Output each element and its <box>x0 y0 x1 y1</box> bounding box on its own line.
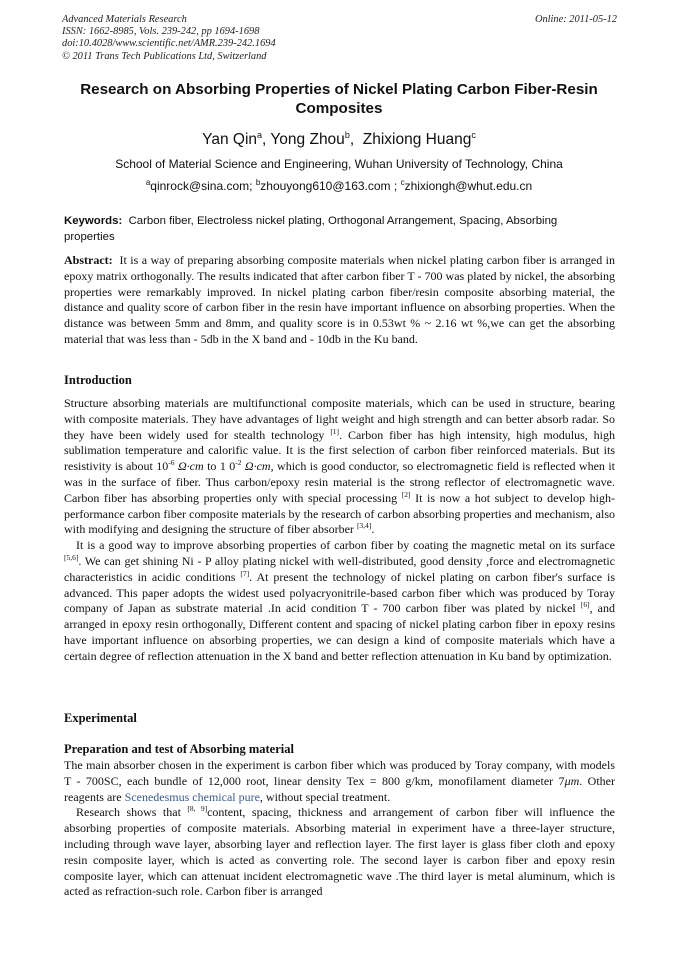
highlighted-text: Scenedesmus chemical pure <box>124 789 260 804</box>
preparation-body <box>64 758 615 900</box>
journal-header <box>62 14 617 63</box>
affiliation: School of Material Science and Engineering, Wuhan University of Technology, China <box>115 157 563 171</box>
citation[interactable]: [7] <box>240 568 250 578</box>
author-name: Yan Qin <box>202 131 258 149</box>
doi-line: doi:10.4028/www.scientific.net/AMR.239-242.1694 <box>62 38 276 50</box>
author-name: Zhixiong Huang <box>362 131 472 149</box>
citation[interactable]: [6] <box>580 600 590 610</box>
citation[interactable]: [8, 9] <box>187 804 208 814</box>
email-link[interactable]: zhixiongh@whut.edu.cn <box>404 179 533 193</box>
citation[interactable]: [1] <box>330 426 340 436</box>
subsection-heading-preparation: Preparation and test of Absorbing material <box>64 742 294 756</box>
email-link[interactable]: zhouyong610@163.com ; <box>260 179 398 193</box>
author-list: Yan Qin$^a$, Yong Zhou$^b$, Zhixiong Huang$^c$ <box>202 130 476 149</box>
paper-title: Research on Absorbing Properties of Nickel Plating Carbon Fiber-Resin Composites <box>80 81 598 117</box>
keywords-label: Keywords: <box>64 215 123 227</box>
issn-line: ISSN: 1662-8985, Vols. 239-242, pp 1694-1698 <box>62 26 260 38</box>
copyright-line: © 2011 Trans Tech Publications Ltd, Switzerland <box>62 50 267 62</box>
abstract <box>64 253 615 348</box>
email-link[interactable]: qinrock@sina.com; <box>150 179 253 193</box>
citation[interactable]: [3,4] <box>356 521 372 531</box>
author-sup: b <box>344 130 350 140</box>
email-list: $^a$qinrock@sina.com; $^b$zhouyong610@163.com ; $^c$zhixiongh@whut.edu.cn <box>145 178 533 193</box>
section-heading-experimental: Experimental <box>64 711 137 725</box>
keywords-text: Carbon fiber, Electroless nickel plating, Orthogonal Arrangement, Spacing, Absorbing properties <box>64 215 558 243</box>
citation[interactable]: [2] <box>401 489 411 499</box>
keywords <box>64 214 584 245</box>
paragraph: Structure absorbing materials are multifunctional composite materials, which can be used in structure, bearing with composite materials. They have advantages of light weight and high strength and can better absorb radar. So they have been widely used for stealth technology [1]. Carbon fiber has high intensity, high modulus, high sublimation temperature and calorific value. It is the first selection of carbon fiber reinforced materials. But its resistivity is about 10$^{-6}$ Ω·cm to 1 0$^{-2}$ Ω·cm, which is good conductor, so electromagnetic field is reflected when it was in the surface of fiber. Thus carbon/epoxy resin material is the strong reflector of electromagnetic wave. Carbon fiber has absorbing properties only with special processing [2] It is now a hot subject to develop high-performance carbon fiber composite materials by the research of carbon absorbing properties and mechanism, also with modifying and designing the structure of fiber absorber [3,4]. <box>64 396 616 537</box>
online-date: Online: 2011-05-12 <box>534 14 617 25</box>
journal-name: Advanced Materials Research <box>62 14 187 25</box>
author-name: Yong Zhou <box>270 131 345 149</box>
abstract-text: It is a way of preparing absorbing composite materials when nickel plating carbon fiber is arranged in epoxy matrix orthogonally. The results indicated that after carbon fiber T - 700 was plated by nickel, the absorbing properties were remarkably improved. In nickel plating carbon fiber/resin composite absorbing material, the distance and quality score of carbon fiber in the resin have important influence on absorbing properties. When the distance was between 5mm and 8mm, and quality score is in 0.53wt % ~ 2.16 wt %,we can get the absorbing material that was less than - 5db in the X band and - 10db in the Ku band. <box>64 253 615 346</box>
paragraph: The main absorber chosen in the experiment is carbon fiber which was produced by Toray company, with models T - 700SC, each bundle of 12,000 root, linear density Tex = 800 g/km, monofilament diameter 7μm. Other reagents are Scenedesmus chemical pure, without special treatment. <box>64 758 615 804</box>
paragraph: It is a good way to improve absorbing properties of carbon fiber by coating the magnetic metal on its surface [5,6]. We can get shining Ni - P alloy plating nickel with well-distributed, good density ,force and electromagnetic characteristics in acidic conditions [7]. At present the technology of nickel plating on carbon fiber's surface is advanced. This paper adopts the widest used polyacryonitrile-based carbon fiber which was produced by Toray company of Japan as substrate material .In acid condition T - 700 carbon fiber was plated by nickel [6], and arranged in epoxy resin orthogonally, Different content and spacing of nickel plating carbon fiber in epoxy resins have important influence on absorbing properties, we can design a kind of composite materials which have a certain degree of reflection attenuation in the X band and better reflection attenuation in Ku band by optimization. <box>64 538 616 663</box>
section-heading-introduction: Introduction <box>64 373 132 387</box>
introduction-body <box>64 396 615 665</box>
abstract-label: Abstract: <box>64 253 113 267</box>
author-sup: a <box>257 130 263 140</box>
author-sup: c <box>471 130 476 140</box>
paragraph: Research shows that [8, 9]content, spacing, thickness and arrangement of carbon fiber will influence the absorbing properties of composite materials. Absorbing material in experiment have a three-layer structure, including through wave layer, absorbing layer and reflection layer. The first layer is glass fiber cloth and epoxy resin composite layer, which is acted as converting role. The second layer is carbon fiber and epoxy resin composite layer, which can attenuat incident electromagnetic wave .The third layer is metal aluminum, which is acted as refraction-such role. Carbon fiber is arranged <box>64 804 615 899</box>
citation[interactable]: [5,6] <box>64 552 79 562</box>
